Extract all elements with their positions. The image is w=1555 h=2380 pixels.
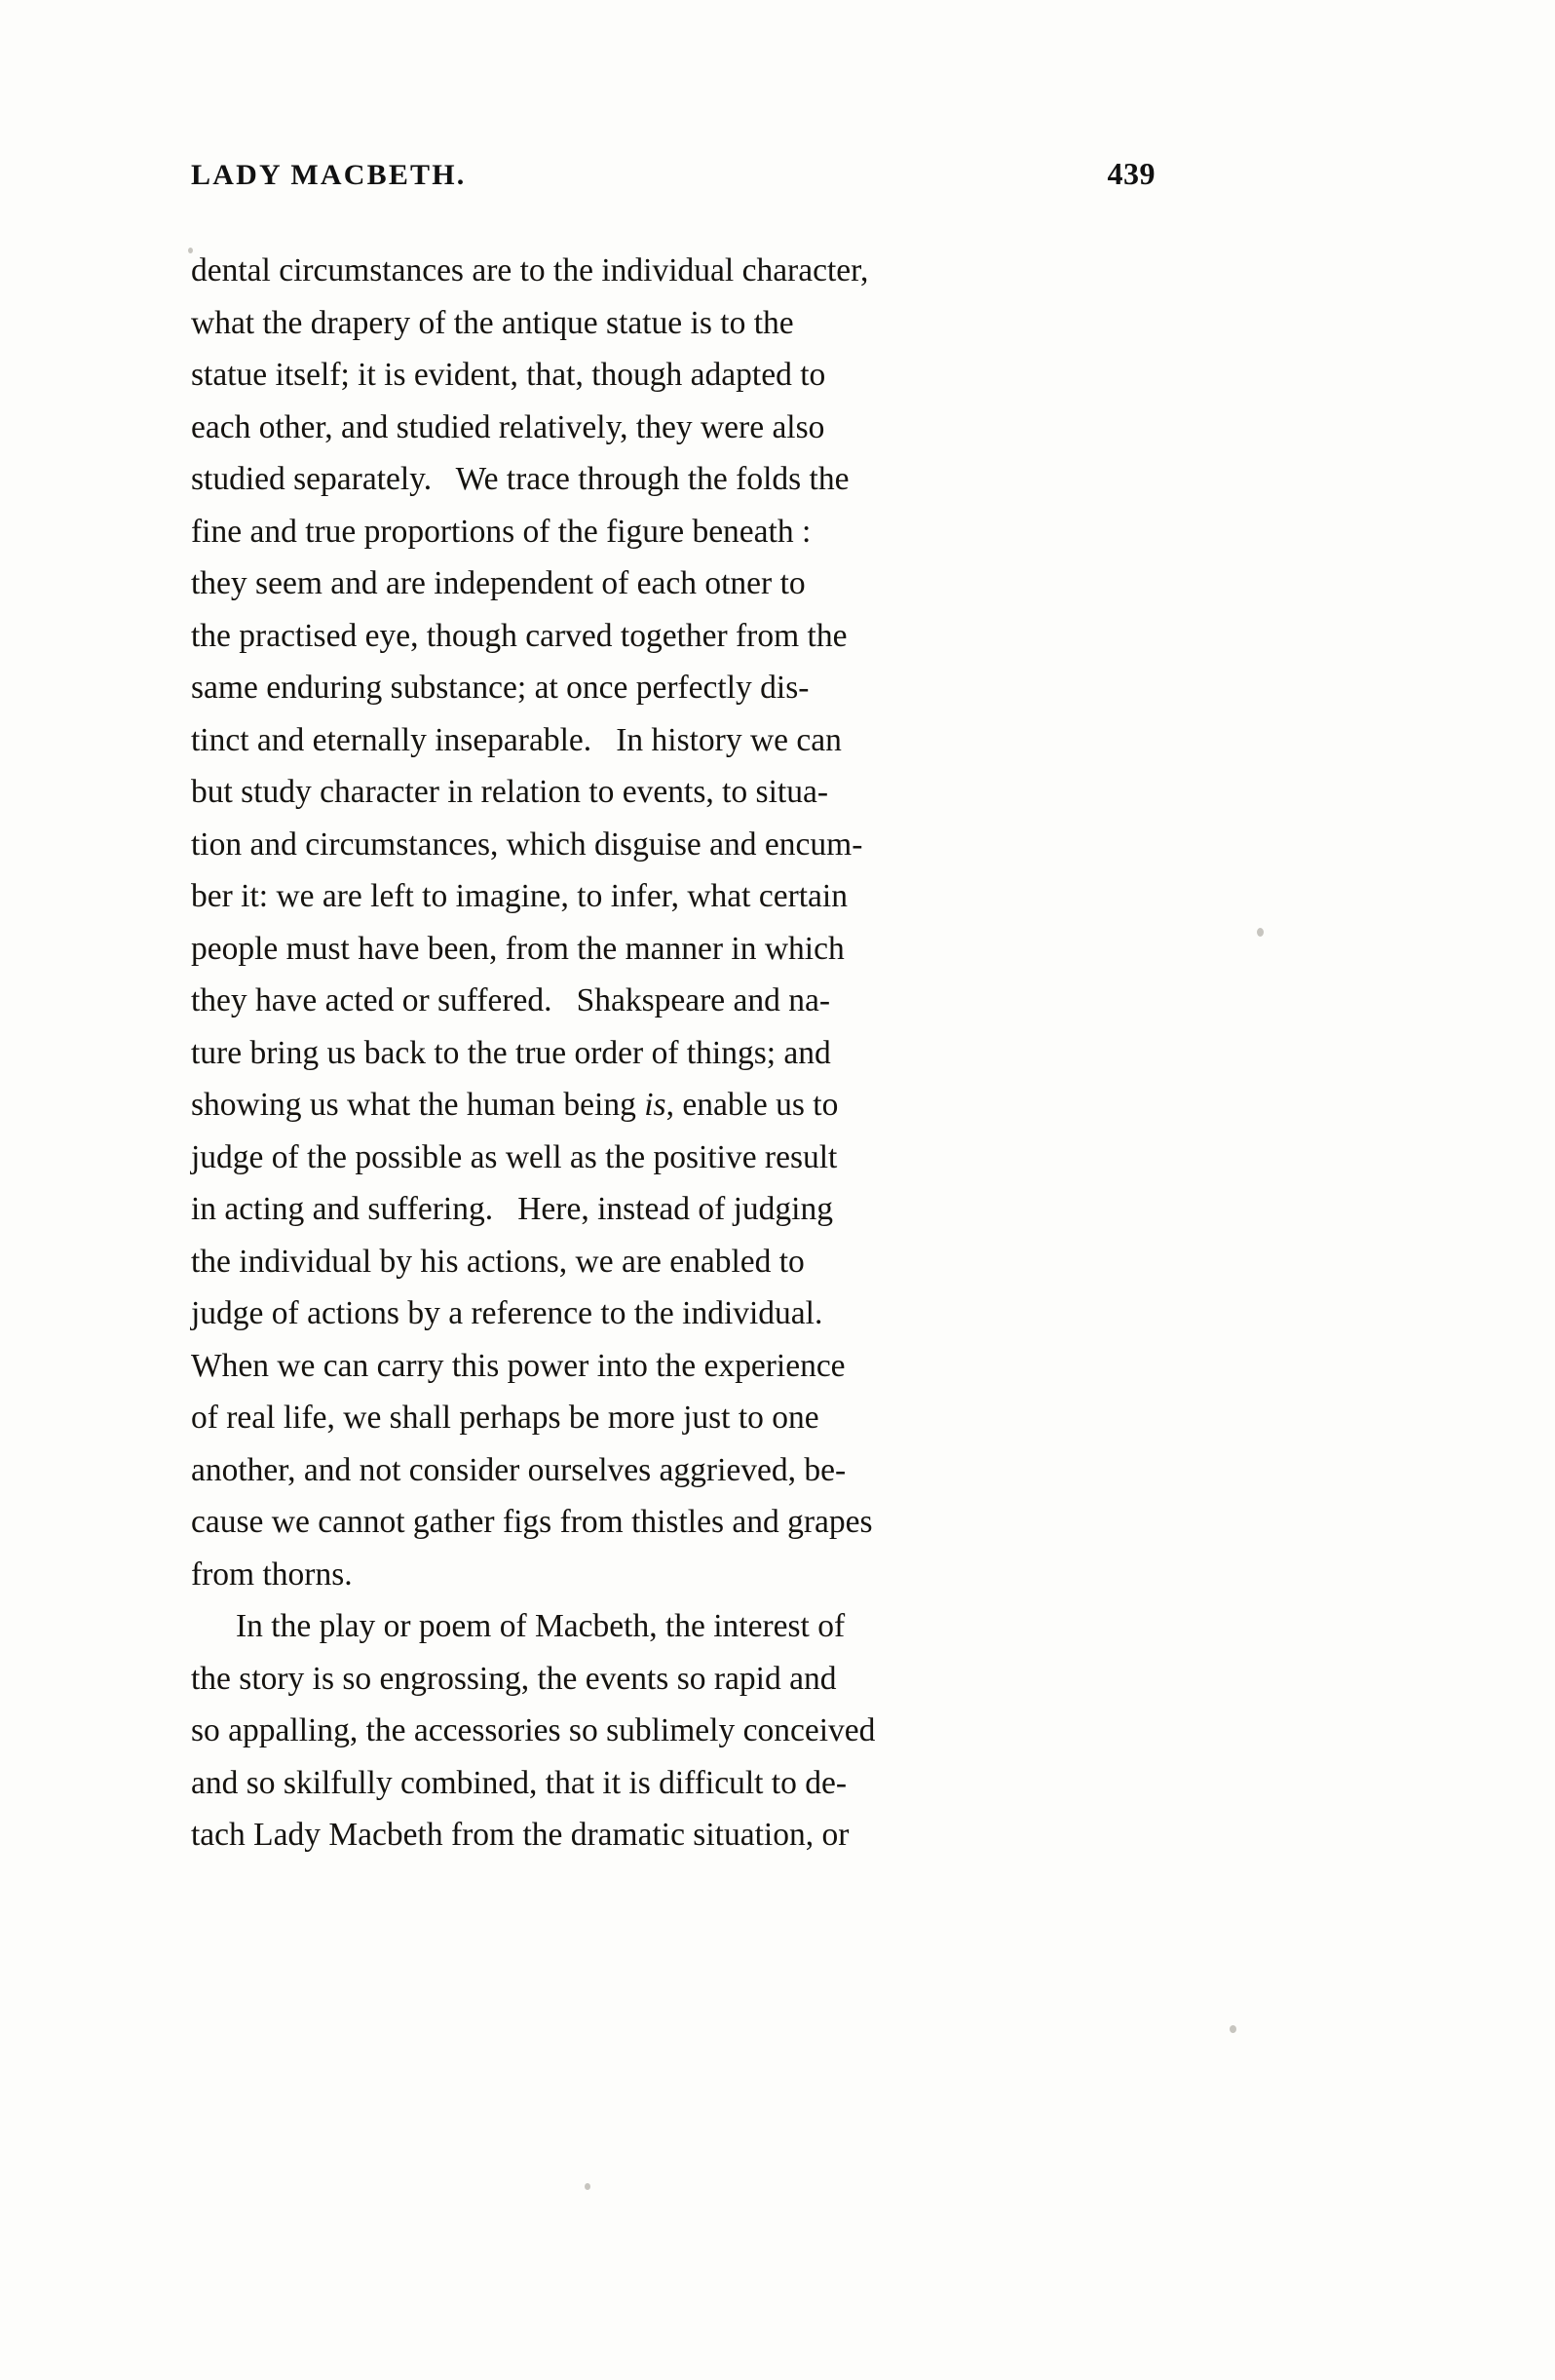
- text-line: [191, 1183, 1156, 1236]
- line-text: showing us what the human being is, enable us to: [191, 1087, 839, 1123]
- line-text: they have acted or suffered. Shakspeare and na-: [191, 982, 831, 1018]
- line-text: tach Lady Macbeth from the dramatic situation, or: [191, 1817, 850, 1853]
- text-line: [191, 1757, 1156, 1810]
- page-speckle: [188, 248, 193, 253]
- page-speckle: [1257, 928, 1264, 937]
- text-line: [191, 610, 1156, 663]
- text-line: [191, 1340, 1156, 1393]
- line-text: In the play or poem of Macbeth, the interest of: [236, 1608, 846, 1644]
- line-text: the practised eye, though carved together from the: [191, 617, 848, 654]
- line-text: tion and circumstances, which disguise and encum-: [191, 825, 863, 863]
- line-text: ture bring us back to the true order of things; and: [191, 1034, 831, 1071]
- text-line: from thorns.: [191, 1555, 353, 1593]
- text-line: [191, 1809, 1156, 1862]
- line-text: ber it: we are left to imagine, to infer, what certain: [191, 878, 848, 914]
- text-line: [191, 506, 1156, 558]
- paragraph-2: [191, 1600, 1165, 1862]
- text-line: [191, 662, 1156, 714]
- page-speckle: [585, 2183, 590, 2190]
- line-text: what the drapery of the antique statue is to the: [191, 304, 794, 341]
- text-line: [191, 975, 1156, 1027]
- text-line: [191, 453, 1156, 506]
- text-line: [191, 1705, 1156, 1757]
- line-text: dental circumstances are to the individual character,: [191, 252, 869, 288]
- line-text: the story is so engrossing, the events so rapid and: [191, 1660, 837, 1697]
- body-text: [191, 245, 1165, 1862]
- line-text: cause we cannot gather figs from thistles and grapes: [191, 1504, 873, 1540]
- text-line: [191, 557, 1156, 610]
- text-line: [191, 297, 1156, 350]
- italic-word: is: [644, 1087, 666, 1123]
- paragraph-1: [191, 245, 1165, 1600]
- text-line: [191, 349, 1156, 402]
- text-line: [191, 402, 1156, 454]
- text-line: [191, 714, 1156, 767]
- text-line: [191, 1287, 1156, 1340]
- line-text: statue itself; it is evident, that, though adapted to: [191, 357, 826, 393]
- page-header: [191, 156, 1156, 192]
- text-line: [191, 819, 1156, 871]
- text-line-italic: [191, 1079, 1156, 1132]
- line-text: each other, and studied relatively, they were also: [191, 408, 825, 445]
- text-line: [191, 870, 1156, 923]
- text-line: [191, 1392, 1156, 1444]
- line-text: but study character in relation to events, to situa-: [191, 774, 828, 810]
- line-text: so appalling, the accessories so sublimely conceived: [191, 1712, 876, 1748]
- page-speckle: [1230, 2025, 1236, 2033]
- line-text: judge of the possible as well as the positive result: [191, 1138, 838, 1175]
- page-number: 439: [1107, 156, 1156, 191]
- line-text: another, and not consider ourselves aggrieved, be-: [191, 1451, 847, 1488]
- line-text: studied separately. We trace through the folds the: [191, 461, 850, 497]
- line-text: the individual by his actions, we are enabled to: [191, 1243, 805, 1280]
- text-line: [191, 1132, 1156, 1184]
- line-text: fine and true proportions of the figure beneath :: [191, 513, 812, 550]
- text-line: [191, 1653, 1156, 1706]
- text-line: [191, 245, 1156, 297]
- text-line: [191, 1600, 1156, 1653]
- line-text: same enduring substance; at once perfectly dis-: [191, 670, 810, 706]
- line-text: they seem and are independent of each otner to: [191, 565, 806, 601]
- text-line: [191, 766, 1156, 819]
- line-text: When we can carry this power into the experience: [191, 1347, 846, 1384]
- text-line: [191, 1444, 1156, 1497]
- text-line: [191, 1027, 1156, 1080]
- text-line: [191, 1496, 1156, 1549]
- line-text: tinct and eternally inseparable. In history we can: [191, 721, 842, 758]
- line-text: people must have been, from the manner in which: [191, 930, 845, 967]
- running-head: LADY MACBETH.: [191, 159, 467, 191]
- text-line: [191, 923, 1156, 976]
- line-text: of real life, we shall perhaps be more just to one: [191, 1400, 819, 1436]
- text-line: [191, 1236, 1156, 1288]
- line-text: in acting and suffering. Here, instead of judging: [191, 1191, 833, 1227]
- line-text: and so skilfully combined, that it is difficult to de-: [191, 1764, 848, 1801]
- page-content: [191, 156, 1165, 1862]
- line-text: judge of actions by a reference to the individual.: [191, 1295, 823, 1331]
